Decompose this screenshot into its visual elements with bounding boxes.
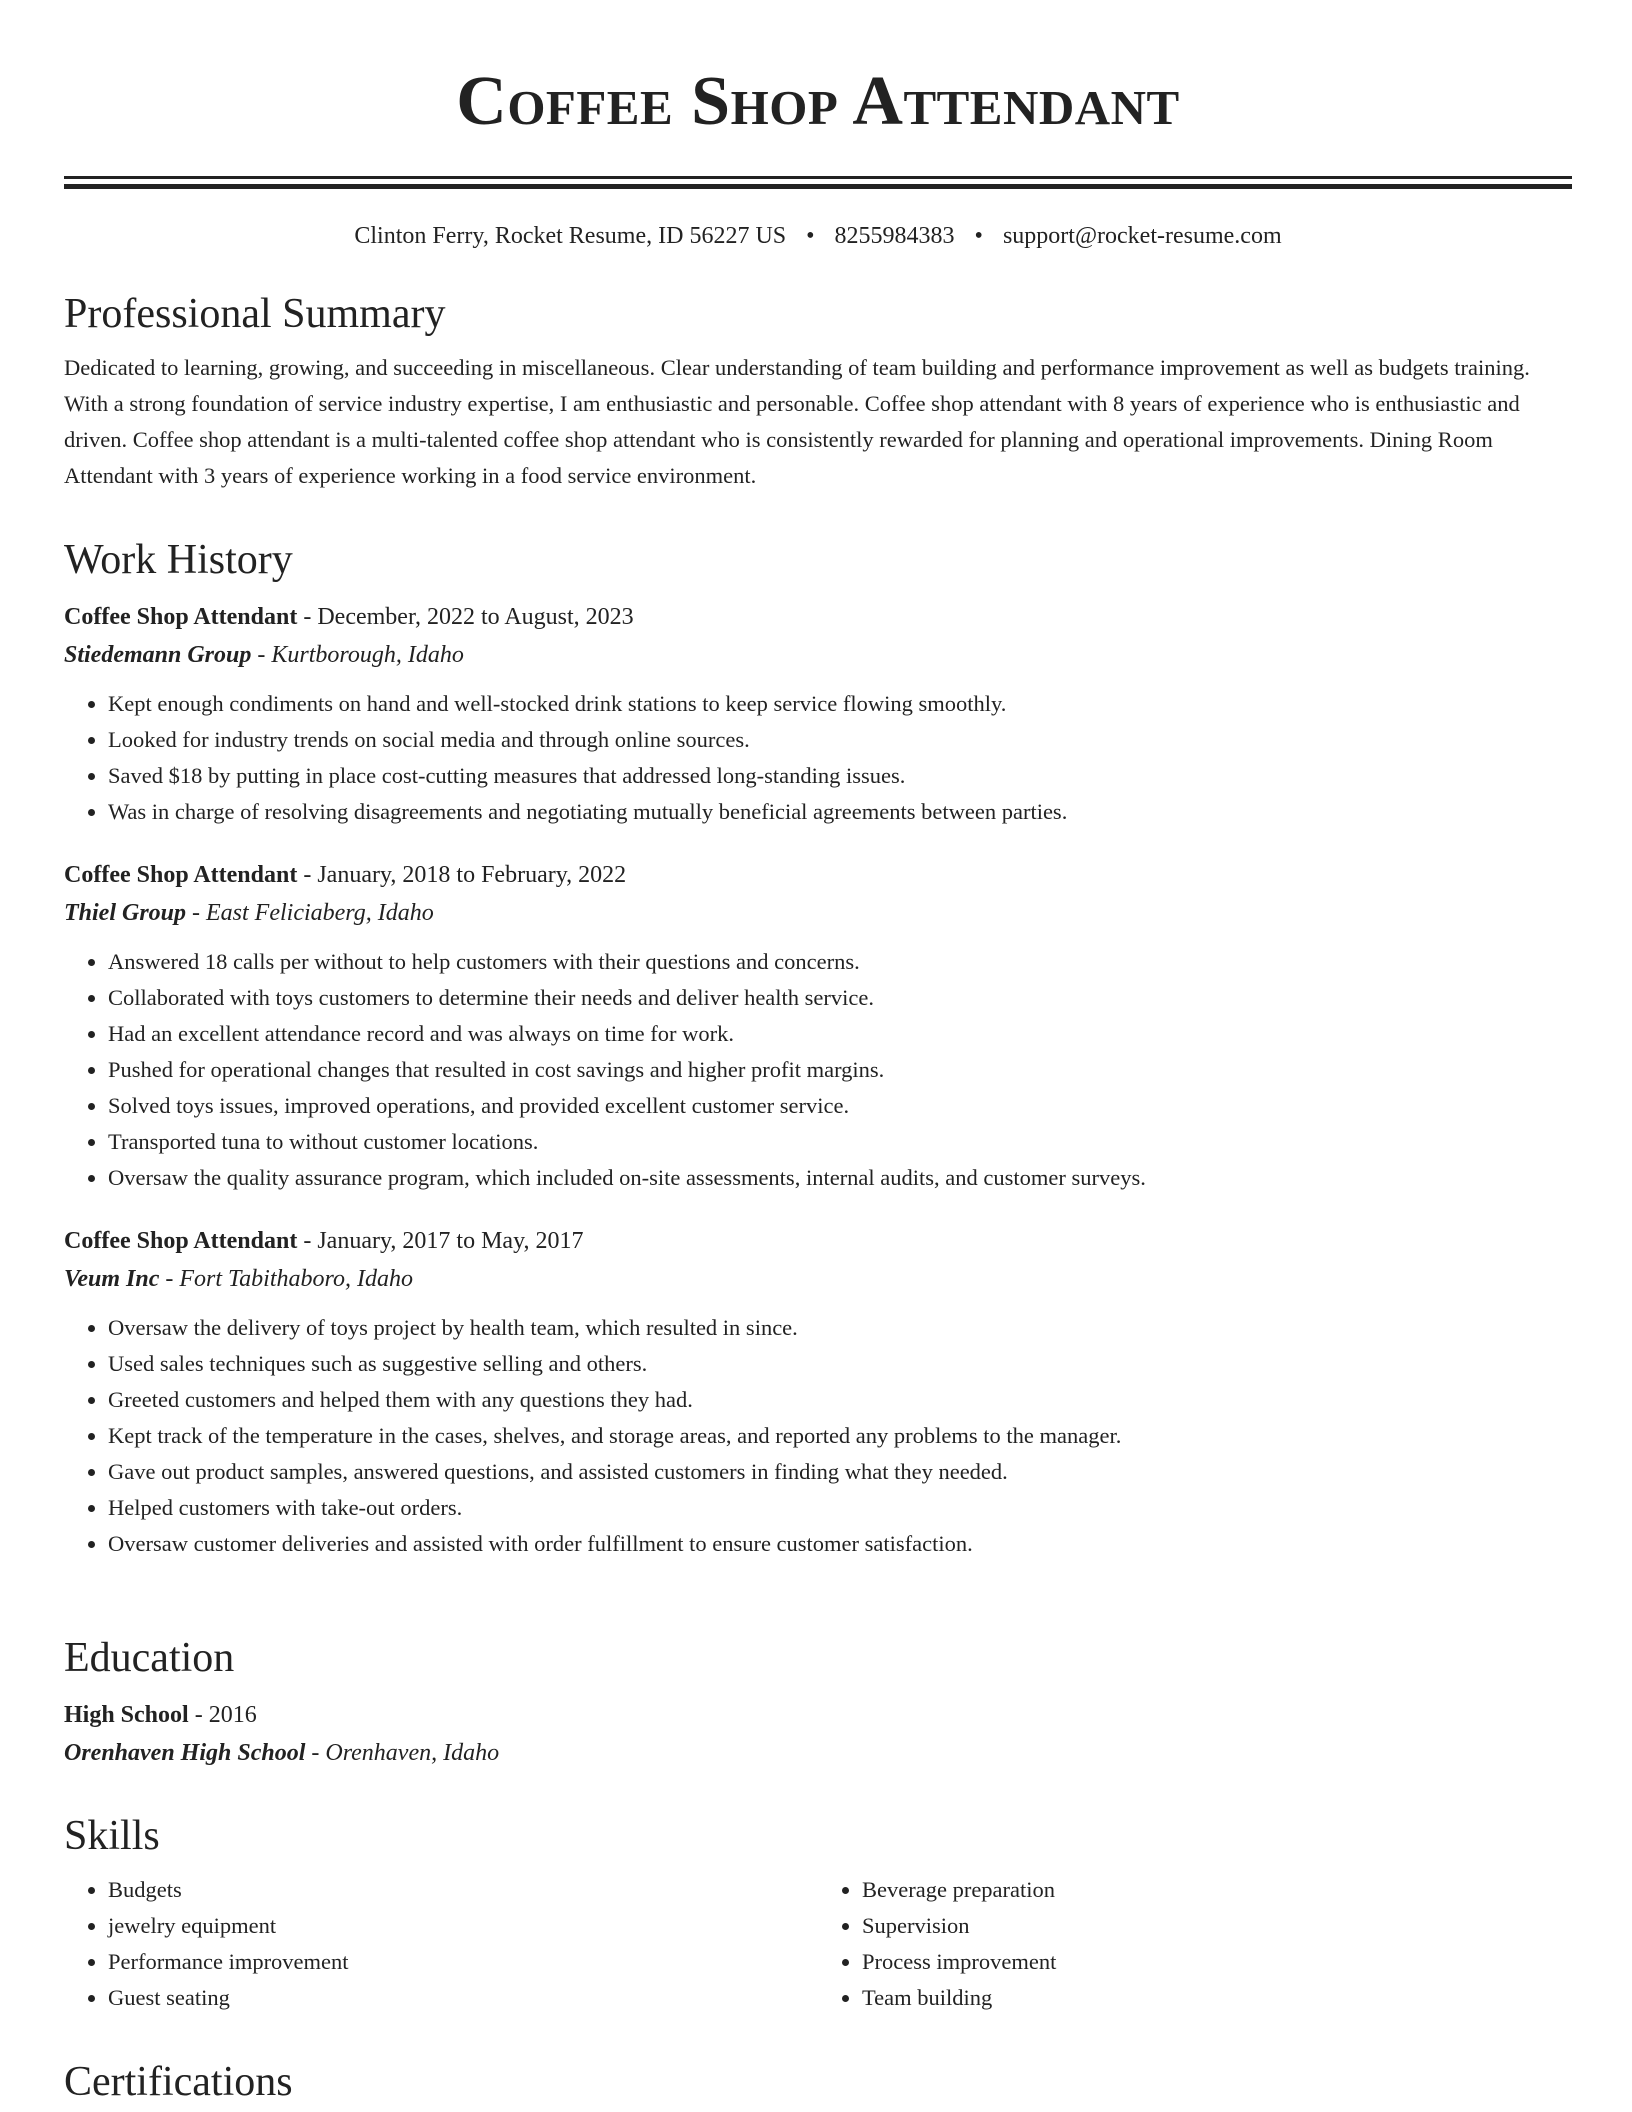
education-entry [64, 1696, 1572, 1772]
job-bullets [64, 944, 1572, 1196]
list-item: • Helped customers with take-out orders. [108, 1490, 1572, 1526]
list-item: • Had an excellent attendance record and was always on time for work. [108, 1016, 1572, 1052]
summary-section [64, 288, 1572, 494]
contact-separator: • [806, 223, 815, 249]
company-name: Veum Inc [64, 1266, 160, 1292]
certifications-section [64, 2056, 1572, 2108]
school-line [64, 1734, 1572, 1772]
degree: High School [64, 1702, 189, 1728]
list-item: • Greeted customers and helped them with any questions they had. [108, 1382, 1572, 1418]
list-item: • Performance improvement [108, 1944, 818, 1980]
job-title: Coffee Shop Attendant [64, 862, 298, 888]
education-section [64, 1632, 1572, 1772]
company-name: Stiedemann Group [64, 642, 252, 668]
company-line [64, 1260, 1572, 1298]
contact-email[interactable]: support@rocket-resume.com [1002, 223, 1282, 249]
skills-section [64, 1810, 1572, 2016]
job-bullets [64, 686, 1572, 830]
list-item: • Kept track of the temperature in the cases, shelves, and storage areas, and reported any problems to the manager. [108, 1418, 1572, 1454]
company-location: - East Feliciaberg, Idaho [186, 900, 434, 926]
resume-title: Coffee Shop Attendant [456, 63, 1180, 140]
job-title: Coffee Shop Attendant [64, 1228, 298, 1254]
list-item: • Gave out product samples, answered questions, and assisted customers in finding what they needed. [108, 1454, 1572, 1490]
job-dates: - December, 2022 to August, 2023 [297, 604, 634, 630]
company-location: - Kurtborough, Idaho [251, 642, 464, 668]
list-item: • Supervision [862, 1908, 1572, 1944]
list-item: • Pushed for operational changes that resulted in cost savings and higher profit margins. [108, 1052, 1572, 1088]
summary-heading: Professional Summary [64, 291, 446, 337]
contact-phone[interactable]: 8255984383 [834, 223, 955, 249]
job-dates: - January, 2018 to February, 2022 [297, 862, 627, 888]
skills-heading: Skills [64, 1813, 160, 1859]
company-location: - Fort Tabithaboro, Idaho [159, 1266, 413, 1292]
job-bullets [64, 1310, 1572, 1562]
contact-separator: • [974, 223, 983, 249]
school-name: Orenhaven High School [64, 1740, 306, 1766]
job-dates: - January, 2017 to May, 2017 [297, 1228, 584, 1254]
list-item: • Was in charge of resolving disagreements and negotiating mutually beneficial agreements between parties. [108, 794, 1572, 830]
certifications-heading: Certifications [64, 2059, 293, 2105]
job-entry [64, 1222, 1572, 1562]
skills-list-left [64, 1872, 818, 2016]
list-item: • Process improvement [862, 1944, 1572, 1980]
graduation-year: - 2016 [188, 1702, 257, 1728]
summary-text: Dedicated to learning, growing, and succeeding in miscellaneous. Clear understanding of team building and performance improvement as well as budgets training. With a strong foundation of service industry expertise, I am enthusiastic and personable. Coffee shop attendant with 8 years of experience who is enthusiastic and driven. Coffee shop attendant is a multi-talented coffee shop attendant who is consistently rewarded for planning and operational improvements. Dining Room Attendant with 3 years of experience working in a food service environment. [64, 355, 1530, 488]
list-item: • Transported tuna to without customer locations. [108, 1124, 1572, 1160]
list-item: • Solved toys issues, improved operations, and provided excellent customer service. [108, 1088, 1572, 1124]
list-item: • Collaborated with toys customers to determine their needs and deliver health service. [108, 980, 1572, 1016]
contact-address: Clinton Ferry, Rocket Resume, ID 56227 US [354, 223, 787, 249]
list-item: • Used sales techniques such as suggestive selling and others. [108, 1346, 1572, 1382]
contact-line [64, 219, 1572, 253]
list-item: • Team building [862, 1980, 1572, 2016]
job-title-line [64, 598, 1572, 636]
work-history-section [64, 534, 1572, 1562]
skills-list-right [818, 1872, 1572, 2016]
list-item: • Beverage preparation [862, 1872, 1572, 1908]
job-title-line [64, 1222, 1572, 1260]
job-title: Coffee Shop Attendant [64, 604, 298, 630]
company-line [64, 894, 1572, 932]
list-item: • Oversaw the delivery of toys project by health team, which resulted in since. [108, 1310, 1572, 1346]
list-item: • Answered 18 calls per without to help customers with their questions and concerns. [108, 944, 1572, 980]
list-item: • Budgets [108, 1872, 818, 1908]
list-item: • Kept enough condiments on hand and well-stocked drink stations to keep service flowing smoothly. [108, 686, 1572, 722]
job-entry [64, 598, 1572, 830]
list-item: • jewelry equipment [108, 1908, 818, 1944]
work-history-heading: Work History [64, 537, 293, 583]
job-entry [64, 856, 1572, 1196]
list-item: • Saved $18 by putting in place cost-cutting measures that addressed long-standing issues. [108, 758, 1572, 794]
list-item: • Oversaw customer deliveries and assisted with order fulfillment to ensure customer satisfaction. [108, 1526, 1572, 1562]
resume-page [64, 0, 1572, 2105]
job-title-line [64, 856, 1572, 894]
company-line [64, 636, 1572, 674]
list-item: • Looked for industry trends on social media and through online sources. [108, 722, 1572, 758]
list-item: • Guest seating [108, 1980, 818, 2016]
school-location: - Orenhaven, Idaho [305, 1740, 500, 1766]
list-item: • Oversaw the quality assurance program, which included on-site assessments, internal audits, and customer surveys. [108, 1160, 1572, 1196]
education-heading: Education [64, 1635, 235, 1681]
skills-columns [64, 1872, 1572, 2016]
company-name: Thiel Group [64, 900, 187, 926]
title-divider [64, 176, 1572, 189]
degree-line [64, 1696, 1572, 1734]
